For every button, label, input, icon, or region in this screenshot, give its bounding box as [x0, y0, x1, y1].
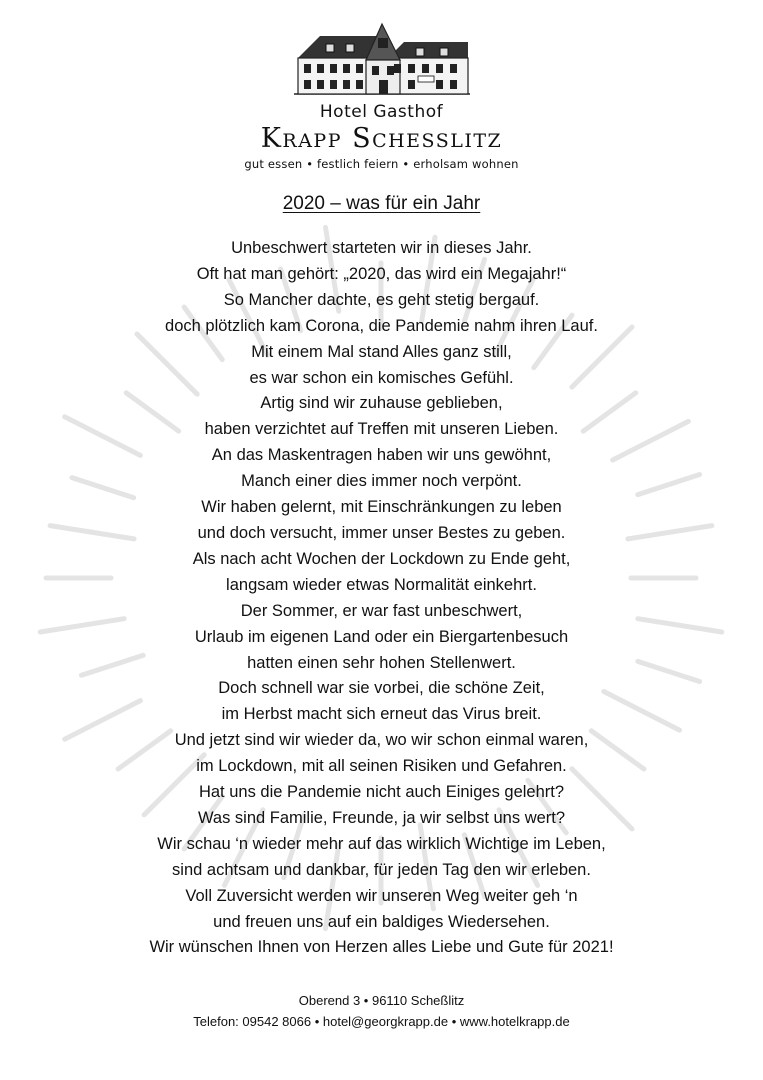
hotel-gasthof-label: Hotel Gasthof	[319, 102, 444, 122]
poem-line: Als nach acht Wochen der Lockdown zu Ende geht,	[192, 549, 571, 568]
footer-address: Oberend 3 • 96110 Scheßlitz	[298, 993, 465, 1008]
poem-line: im Herbst macht sich erneut das Virus breit.	[221, 705, 542, 724]
poem	[0, 236, 763, 961]
footer-contact: Telefon: 09542 8066 • hotel@georgkrapp.de • www.hotelkrapp.de	[193, 1014, 570, 1029]
poem-line: doch plötzlich kam Corona, die Pandemie nahm ihren Lauf.	[165, 316, 598, 335]
poem-line: haben verzichtet auf Treffen mit unseren Lieben.	[204, 420, 559, 439]
poem-line: Unbeschwert starteten wir in dieses Jahr.	[231, 239, 532, 257]
poem-line: Wir haben gelernt, mit Einschränkungen zu leben	[201, 498, 562, 517]
brand-name: Krapp Schesslitz	[260, 123, 503, 154]
poem-line: Artig sind wir zuhause geblieben,	[260, 394, 503, 413]
poem-line: sind achtsam und dankbar, für jeden Tag den wir erleben.	[172, 860, 591, 879]
poem-title: 2020 – was für ein Jahr	[282, 193, 481, 214]
poem-line: und freuen uns auf ein baldiges Wiedersehen.	[213, 912, 550, 931]
poem-line: An das Maskentragen haben wir uns gewöhnt,	[211, 446, 552, 465]
tagline: gut essen • festlich feiern • erholsam wohnen	[244, 157, 519, 171]
hotel-logo	[0, 18, 763, 172]
poem-line: es war schon ein komisches Gefühl.	[249, 368, 514, 387]
footer	[0, 990, 763, 1032]
poem-line: Wir wünschen Ihnen von Herzen alles Liebe und Gute für 2021!	[149, 938, 614, 957]
poem-line: Und jetzt sind wir wieder da, wo wir schon einmal waren,	[174, 731, 589, 750]
poem-line: Was sind Familie, Freunde, ja wir selbst uns wert?	[197, 808, 566, 827]
poem-line: So Mancher dachte, es geht stetig bergauf.	[223, 290, 540, 309]
poem-line: Hat uns die Pandemie nicht auch Einiges gelehrt?	[198, 783, 565, 802]
poem-line: Mit einem Mal stand Alles ganz still,	[251, 342, 512, 361]
poem-line: Voll Zuversicht werden wir unseren Weg weiter geh ‘n	[185, 886, 578, 905]
poem-line: Oft hat man gehört: „2020, das wird ein Megajahr!“	[196, 264, 567, 283]
poem-line: im Lockdown, mit all seinen Risiken und Gefahren.	[196, 757, 567, 776]
hotel-building-icon	[292, 18, 472, 98]
poem-line: Der Sommer, er war fast unbeschwert,	[240, 601, 523, 620]
poem-line: Manch einer dies immer noch verpönt.	[241, 472, 522, 491]
poem-line: Doch schnell war sie vorbei, die schöne Zeit,	[218, 679, 545, 698]
poem-line: langsam wieder etwas Normalität einkehrt.	[226, 575, 537, 594]
poem-line: hatten einen sehr hohen Stellenwert.	[247, 653, 516, 672]
poem-line: Urlaub im eigenen Land oder ein Biergartenbesuch	[194, 627, 569, 646]
poem-line: und doch versucht, immer unser Bestes zu geben.	[197, 523, 566, 542]
poem-line: Wir schau ‘n wieder mehr auf das wirklich Wichtige im Leben,	[157, 834, 606, 853]
